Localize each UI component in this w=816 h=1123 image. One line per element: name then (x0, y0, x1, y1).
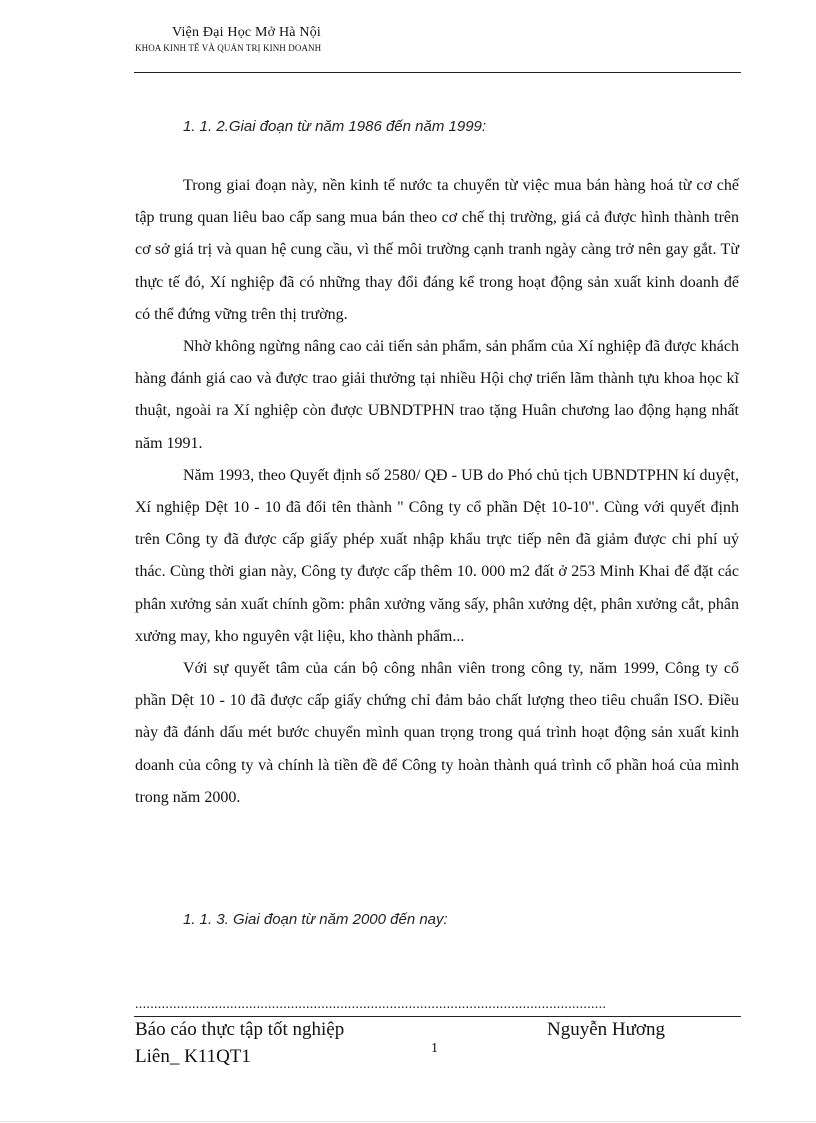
footer-divider (134, 1016, 741, 1017)
paragraph: Với sự quyết tâm của cán bộ công nhân viên trong công ty, năm 1999, Công ty cổ phần Dệt 10 - 10 đã được cấp giấy chứng chỉ đảm bảo chất lượng theo tiêu chuẩn ISO. Điều này đã đánh dấu mét bước chuyển mình quan trọng trong quá trình hoạt động sản xuất kinh doanh của công ty và chính là tiền đề để Công ty hoàn thành quá trình cổ phần hoá của mình trong năm 2000. (135, 660, 739, 806)
section-body-1-1-2 (135, 170, 739, 814)
header-divider (134, 72, 741, 73)
faculty-name: KHOA KINH TẾ VÀ QUẢN TRỊ KINH DOANH (135, 43, 322, 53)
section-heading-1-1-3: 1. 1. 3. Giai đoạn từ năm 2000 đến nay: (183, 911, 448, 928)
section-heading-1-1-2: 1. 1. 2.Giai đoạn từ năm 1986 đến năm 1999: (183, 118, 487, 135)
paragraph: Năm 1993, theo Quyết định số 2580/ QĐ - UB do Phó chủ tịch UBNDTPHN kí duyệt, Xí nghiệp Dệt 10 - 10 đã đổi tên thành " Công ty cổ phần Dệt 10-10". Cùng với quyết định trên Công ty đã được cấp giấy phép xuất nhập khẩu trực tiếp nên đã giảm được chi phí uỷ thác. Cùng thời gian này, Công ty được cấp thêm 10. 000 m2 đất ở 253 Minh Khai để đặt các phân xưởng sản xuất chính gồm: phân xưởng văng sấy, phân xưởng dệt, phân xưởng cắt, phân xưởng may, kho nguyên vật liệu, kho thành phẩm... (135, 466, 739, 645)
page-edge (0, 1121, 816, 1122)
report-title: Báo cáo thực tập tốt nghiệp (135, 1019, 345, 1040)
paragraph: Trong giai đoạn này, nền kinh tế nước ta chuyển từ việc mua bán hàng hoá từ cơ chế tập trung quan liêu bao cấp sang mua bán theo cơ chế thị trường, giá cả được hình thành trên cơ sở giá trị và quan hệ cung cầu, vì thế môi trường cạnh tranh ngày càng trở nên gay gắt. Từ thực tế đó, Xí nghiệp đã có những thay đổi đáng kể trong hoạt động sản xuất kinh doanh để có thể đứng vững trên thị trường. (135, 177, 739, 323)
institution-name: Viện Đại Học Mở Hà Nội (172, 25, 321, 40)
author-class: Liên_ K11QT1 (135, 1046, 251, 1067)
paragraph: Nhờ không ngừng nâng cao cải tiến sản phẩm, sản phẩm của Xí nghiệp đã được khách hàng đánh giá cao và được trao giải thưởng tại nhiều Hội chợ triển lãm thành tựu khoa học kĩ thuật, ngoài ra Xí nghiệp còn được UBNDTPHN trao tặng Huân chương lao động hạng nhất năm 1991. (135, 338, 739, 452)
page-number: 1 (431, 1041, 438, 1056)
footer-dots: ............................................................................................................................ (135, 997, 607, 1012)
author-name: Nguyễn Hương (547, 1019, 665, 1040)
